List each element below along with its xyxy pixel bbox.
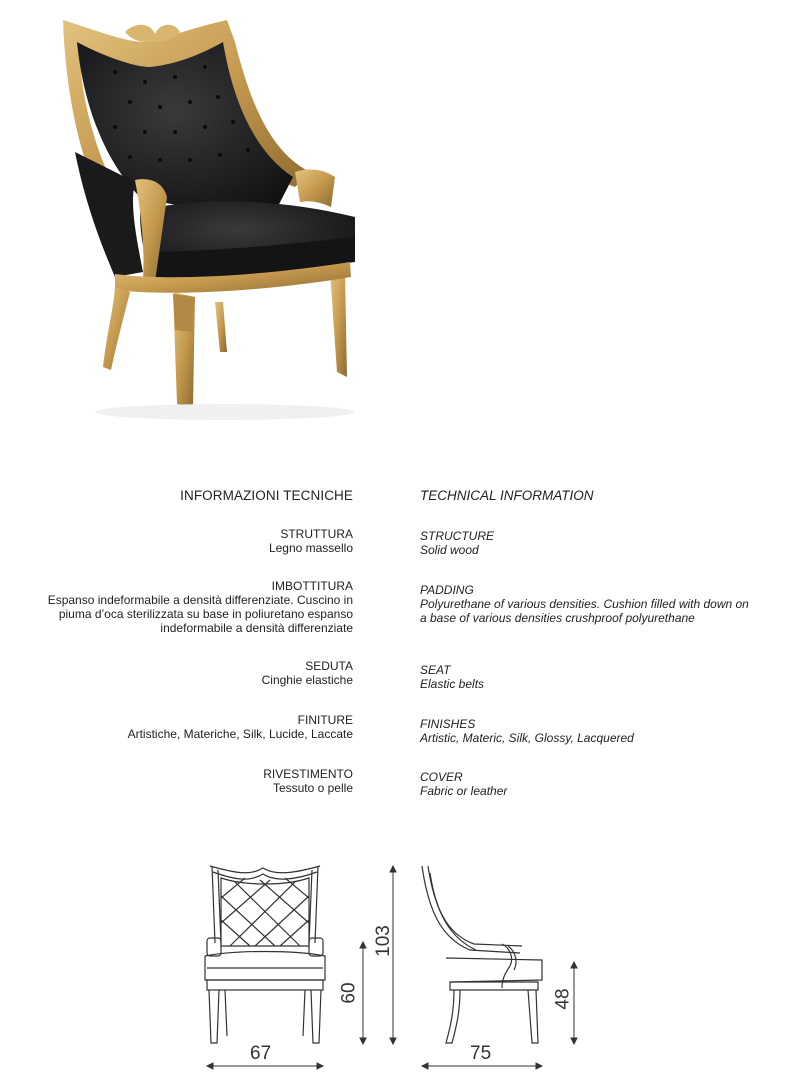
section-text: piuma d’oca sterilizzata su base in poliuretano espanso xyxy=(58,607,353,621)
section-seat xyxy=(420,663,484,691)
section-text: indeformabile a densità differenziate xyxy=(160,621,353,635)
section-rivestimento xyxy=(263,767,353,795)
depth-dimension: 75 xyxy=(470,1043,492,1064)
section-label: PADDING xyxy=(420,583,474,597)
section-cover xyxy=(420,770,507,798)
section-finishes xyxy=(420,717,634,745)
section-label: STRUTTURA xyxy=(280,527,353,541)
section-label: FINISHES xyxy=(420,717,476,731)
height-dimension: 103 xyxy=(372,925,394,957)
section-struttura xyxy=(269,527,353,555)
arm-height-dimension: 48 xyxy=(552,988,574,1010)
armchair-photo xyxy=(55,12,365,432)
section-text: Espanso indeformabile a densità differenziate. Cuscino in xyxy=(47,593,353,607)
section-text: Elastic belts xyxy=(420,677,485,691)
section-label: RIVESTIMENTO xyxy=(263,767,353,781)
section-label: SEDUTA xyxy=(305,659,353,673)
section-text: a base of various densities crushproof polyurethane xyxy=(420,611,695,625)
section-imbottitura xyxy=(48,579,353,635)
section-text: Polyurethane of various densities. Cushion filled with down on xyxy=(420,597,749,611)
section-text: Artistiche, Materiche, Silk, Lucide, Laccate xyxy=(127,727,353,741)
section-text: Fabric or leather xyxy=(420,784,508,798)
section-text: Tessuto o pelle xyxy=(272,781,353,795)
section-label: IMBOTTITURA xyxy=(271,579,353,593)
section-structure xyxy=(420,529,494,557)
italian-heading: INFORMAZIONI TECNICHE xyxy=(180,488,353,503)
width-dimension: 67 xyxy=(250,1043,272,1064)
section-text: Artistic, Materic, Silk, Glossy, Lacquered xyxy=(420,731,634,745)
seat-height-dimension: 60 xyxy=(338,982,360,1004)
section-label: SEAT xyxy=(420,663,451,677)
section-finiture xyxy=(128,713,353,741)
front-view-drawing xyxy=(195,858,335,1073)
side-view-drawing xyxy=(410,858,550,1073)
section-text: Cinghie elastiche xyxy=(261,673,353,687)
section-text: Legno massello xyxy=(268,541,353,555)
section-label: COVER xyxy=(420,770,463,784)
english-heading: TECHNICAL INFORMATION xyxy=(420,488,594,503)
section-label: FINITURE xyxy=(297,713,353,727)
section-seduta xyxy=(262,659,353,687)
section-padding xyxy=(420,583,749,625)
section-text: Solid wood xyxy=(420,543,479,557)
section-label: STRUCTURE xyxy=(420,529,494,543)
height-dimension-lines xyxy=(355,862,400,1052)
